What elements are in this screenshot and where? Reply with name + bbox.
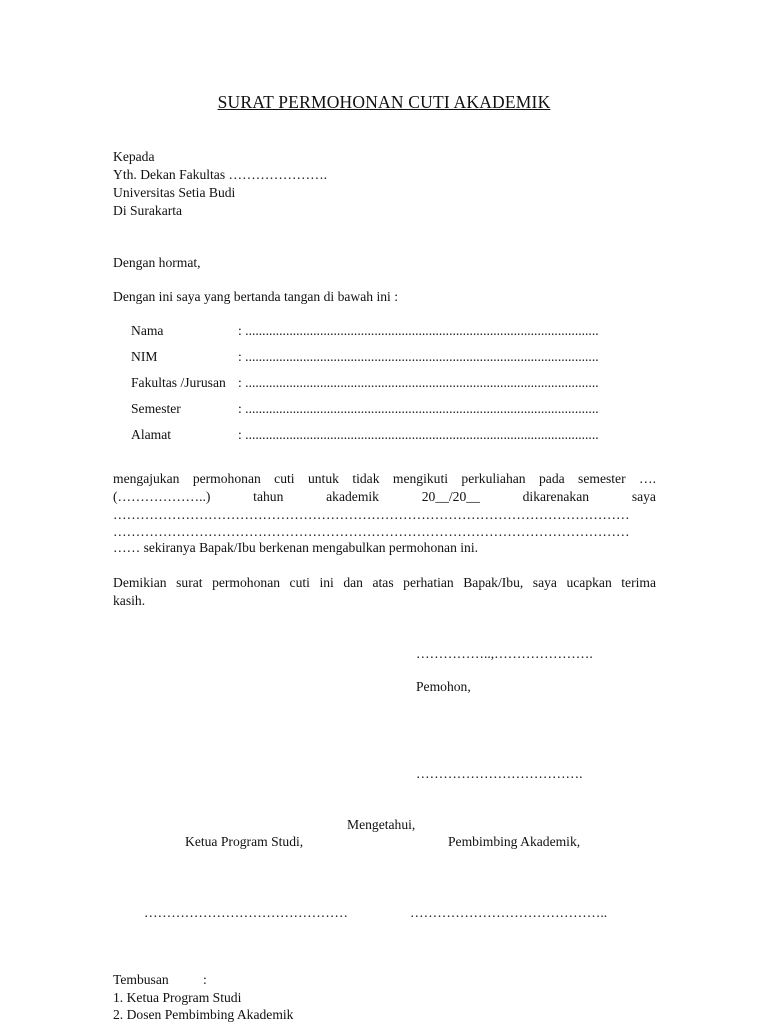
address-line: Universitas Setia Budi: [113, 185, 236, 200]
address-line: Kepada: [113, 149, 155, 164]
word: perkuliahan: [461, 471, 526, 486]
word: ….: [639, 471, 656, 486]
word: permohonan: [192, 471, 261, 486]
field-label: NIM: [131, 349, 158, 364]
field-label: Nama: [131, 323, 164, 338]
word: surat: [176, 575, 203, 590]
request-blank-line: ……………………………………………………………………………………………………: [113, 524, 630, 539]
word: atas: [372, 575, 394, 590]
field-label: Fakultas /Jurusan: [131, 375, 226, 390]
applicant-signature-line: ……………………………….: [416, 766, 583, 781]
address-line: Yth. Dekan Fakultas ………………….: [113, 167, 328, 182]
word: akademik: [326, 489, 379, 504]
place-date-blank: ……………..,………………….: [416, 646, 593, 661]
field-label: Semester: [131, 401, 181, 416]
word: saya: [631, 489, 656, 504]
word: permohonan: [212, 575, 281, 590]
field-blank: : ........................................................................................................: [238, 349, 599, 364]
word: semester: [578, 471, 626, 486]
cc-label: Tembusan: [113, 972, 169, 987]
field-blank: : ........................................................................................................: [238, 401, 599, 416]
word: tahun: [253, 489, 284, 504]
field-label: Alamat: [131, 427, 172, 442]
word: ucapkan: [566, 575, 612, 590]
word: saya: [532, 575, 557, 590]
word: dan: [343, 575, 363, 590]
field-blank: : ........................................................................................................: [238, 323, 599, 338]
cc-colon: :: [203, 972, 207, 987]
greeting: Dengan hormat,: [113, 255, 201, 270]
word: mengajukan: [113, 471, 180, 486]
head-of-program-signature-line: ………………………………………: [144, 905, 348, 920]
request-line-1: [113, 470, 656, 488]
word: cuti: [274, 471, 295, 486]
word: ini: [319, 575, 334, 590]
word: Demikian: [113, 575, 167, 590]
academic-advisor-signature-line: ……………………………………..: [410, 905, 608, 920]
word: dikarenakan: [522, 489, 590, 504]
head-of-program-label: Ketua Program Studi,: [185, 834, 304, 849]
applicant-label: Pemohon,: [416, 679, 471, 694]
word: 20__/20__: [421, 489, 480, 504]
closing-line-1: [113, 574, 656, 592]
closing-line-2: kasih.: [113, 593, 146, 608]
word: mengikuti: [392, 471, 449, 486]
field-blank: : ........................................................................................................: [238, 375, 599, 390]
academic-advisor-label: Pembimbing Akademik,: [448, 834, 581, 849]
word: pada: [538, 471, 565, 486]
request-closing-line: …… sekiranya Bapak/Ibu berkenan mengabulkan permohonan ini.: [113, 540, 479, 555]
request-line-2: [113, 488, 656, 506]
request-blank-line: ……………………………………………………………………………………………………: [113, 507, 630, 522]
word: (………………..): [113, 489, 211, 504]
word: perhatian: [403, 575, 454, 590]
page-title: SURAT PERMOHONAN CUTI AKADEMIK: [217, 92, 551, 112]
word: Bapak/Ibu,: [463, 575, 524, 590]
approval-heading: Mengetahui,: [347, 817, 416, 832]
cc-item: 1. Ketua Program Studi: [113, 990, 242, 1005]
address-line: Di Surakarta: [113, 203, 183, 218]
word: tidak: [352, 471, 380, 486]
cc-item: 2. Dosen Pembimbing Akademik: [113, 1007, 294, 1022]
word: untuk: [307, 471, 339, 486]
word: cuti: [289, 575, 310, 590]
intro-text: Dengan ini saya yang bertanda tangan di bawah ini :: [113, 289, 398, 304]
field-blank: : ........................................................................................................: [238, 427, 599, 442]
word: terima: [621, 575, 656, 590]
